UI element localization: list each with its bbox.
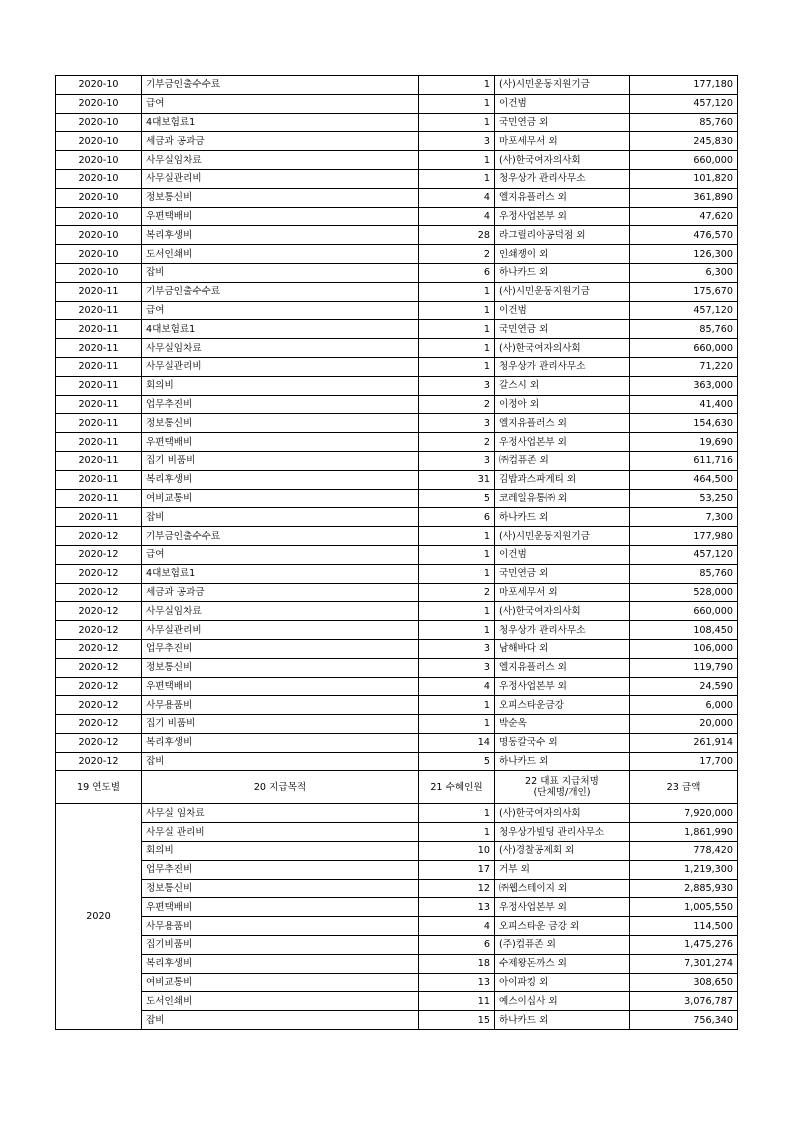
amount-cell: 85,760: [630, 564, 738, 583]
payee-cell: 국민연금 외: [495, 564, 630, 583]
count-cell: 3: [419, 414, 495, 433]
header-amount: 23 금액: [630, 771, 738, 804]
purpose-cell: 사무실관리비: [142, 357, 419, 376]
table-row: [56, 733, 738, 752]
month-cell: 2020-10: [56, 94, 142, 113]
purpose-cell: 집기 비품비: [142, 451, 419, 470]
purpose-cell: 회의비: [142, 376, 419, 395]
table-row: [56, 527, 738, 546]
summary-payee-cell: (사)한국여자의사회: [495, 804, 630, 823]
table-row: [56, 470, 738, 489]
summary-row: [56, 954, 738, 973]
count-cell: 1: [419, 282, 495, 301]
summary-amount-cell: 1,219,300: [630, 860, 738, 879]
count-cell: 3: [419, 639, 495, 658]
count-cell: 1: [419, 169, 495, 188]
amount-cell: 17,700: [630, 752, 738, 771]
table-row: [56, 207, 738, 226]
payee-cell: ㈜컴퓨존 외: [495, 451, 630, 470]
summary-amount-cell: 114,500: [630, 917, 738, 936]
month-cell: 2020-11: [56, 282, 142, 301]
summary-row: [56, 898, 738, 917]
amount-cell: 457,120: [630, 545, 738, 564]
purpose-cell: 사무실관리비: [142, 621, 419, 640]
purpose-cell: 잡비: [142, 752, 419, 771]
month-cell: 2020-12: [56, 564, 142, 583]
count-cell: 3: [419, 658, 495, 677]
purpose-cell: 정보통신비: [142, 658, 419, 677]
purpose-cell: 집기 비품비: [142, 715, 419, 734]
purpose-cell: 정보통신비: [142, 188, 419, 207]
summary-count-cell: 1: [419, 804, 495, 823]
count-cell: 1: [419, 602, 495, 621]
count-cell: 2: [419, 245, 495, 264]
amount-cell: 177,180: [630, 76, 738, 95]
summary-amount-cell: 3,076,787: [630, 992, 738, 1011]
count-cell: 1: [419, 151, 495, 170]
amount-cell: 7,300: [630, 508, 738, 527]
amount-cell: 6,000: [630, 696, 738, 715]
purpose-cell: 우편택배비: [142, 677, 419, 696]
purpose-cell: 잡비: [142, 263, 419, 282]
count-cell: 14: [419, 733, 495, 752]
table-row: [56, 245, 738, 264]
month-cell: 2020-11: [56, 395, 142, 414]
purpose-cell: 사무실임차료: [142, 602, 419, 621]
month-cell: 2020-10: [56, 113, 142, 132]
count-cell: 1: [419, 357, 495, 376]
amount-cell: 363,000: [630, 376, 738, 395]
month-cell: 2020-10: [56, 207, 142, 226]
count-cell: 2: [419, 395, 495, 414]
purpose-cell: 기부금인출수수료: [142, 76, 419, 95]
month-cell: 2020-12: [56, 752, 142, 771]
count-cell: 4: [419, 188, 495, 207]
amount-cell: 126,300: [630, 245, 738, 264]
count-cell: 31: [419, 470, 495, 489]
count-cell: 5: [419, 752, 495, 771]
summary-purpose-cell: 사무실 관리비: [142, 823, 419, 842]
purpose-cell: 사무용품비: [142, 696, 419, 715]
table-row: [56, 508, 738, 527]
amount-cell: 41,400: [630, 395, 738, 414]
payee-cell: (사)시민운동지원기금: [495, 527, 630, 546]
payee-cell: 이정아 외: [495, 395, 630, 414]
amount-cell: 177,980: [630, 527, 738, 546]
count-cell: 3: [419, 451, 495, 470]
amount-cell: 464,500: [630, 470, 738, 489]
amount-cell: 71,220: [630, 357, 738, 376]
purpose-cell: 사무실임차료: [142, 339, 419, 358]
month-cell: 2020-11: [56, 470, 142, 489]
table-row: [56, 320, 738, 339]
count-cell: 1: [419, 621, 495, 640]
summary-count-cell: 17: [419, 860, 495, 879]
payee-cell: 마포세무서 외: [495, 583, 630, 602]
table-row: [56, 226, 738, 245]
table-row: [56, 621, 738, 640]
month-cell: 2020-12: [56, 621, 142, 640]
month-cell: 2020-10: [56, 188, 142, 207]
table-row: [56, 414, 738, 433]
amount-cell: 24,590: [630, 677, 738, 696]
month-cell: 2020-12: [56, 677, 142, 696]
month-cell: 2020-11: [56, 508, 142, 527]
summary-count-cell: 13: [419, 973, 495, 992]
count-cell: 1: [419, 564, 495, 583]
count-cell: 3: [419, 376, 495, 395]
payee-cell: 갈스시 외: [495, 376, 630, 395]
amount-cell: 457,120: [630, 301, 738, 320]
summary-purpose-cell: 잡비: [142, 1011, 419, 1030]
amount-cell: 53,250: [630, 489, 738, 508]
summary-row: [56, 823, 738, 842]
table-row: [56, 357, 738, 376]
payee-cell: 라그릴리아공덕점 외: [495, 226, 630, 245]
purpose-cell: 기부금인출수수료: [142, 282, 419, 301]
purpose-cell: 우편택배비: [142, 207, 419, 226]
summary-amount-cell: 308,650: [630, 973, 738, 992]
month-cell: 2020-11: [56, 433, 142, 452]
summary-count-cell: 11: [419, 992, 495, 1011]
month-cell: 2020-10: [56, 245, 142, 264]
summary-amount-cell: 1,861,990: [630, 823, 738, 842]
payee-cell: (사)시민운동지원기금: [495, 282, 630, 301]
table-row: [56, 602, 738, 621]
purpose-cell: 사무실관리비: [142, 169, 419, 188]
summary-row: [56, 917, 738, 936]
expense-table: [55, 75, 738, 1030]
summary-amount-cell: 2,885,930: [630, 879, 738, 898]
month-cell: 2020-11: [56, 414, 142, 433]
summary-row: [56, 936, 738, 955]
summary-payee-cell: (사)경찰공제회 외: [495, 842, 630, 861]
purpose-cell: 급여: [142, 94, 419, 113]
count-cell: 1: [419, 339, 495, 358]
table-row: [56, 433, 738, 452]
amount-cell: 457,120: [630, 94, 738, 113]
table-row: [56, 677, 738, 696]
amount-cell: 660,000: [630, 339, 738, 358]
amount-cell: 361,890: [630, 188, 738, 207]
summary-count-cell: 1: [419, 823, 495, 842]
payee-cell: 하나카드 외: [495, 752, 630, 771]
summary-row: [56, 973, 738, 992]
summary-purpose-cell: 사무실 임차료: [142, 804, 419, 823]
amount-cell: 660,000: [630, 602, 738, 621]
amount-cell: 611,716: [630, 451, 738, 470]
monthly-expense-rows: [56, 76, 738, 771]
header-purpose: 20 지급목적: [142, 771, 419, 804]
month-cell: 2020-12: [56, 583, 142, 602]
count-cell: 1: [419, 301, 495, 320]
summary-purpose-cell: 도서인쇄비: [142, 992, 419, 1011]
payee-cell: 명동칼국수 외: [495, 733, 630, 752]
count-cell: 1: [419, 696, 495, 715]
payee-cell: 청우상가 관리사무소: [495, 357, 630, 376]
purpose-cell: 잡비: [142, 508, 419, 527]
count-cell: 6: [419, 263, 495, 282]
amount-cell: 20,000: [630, 715, 738, 734]
payee-cell: 엘지유플러스 외: [495, 658, 630, 677]
table-row: [56, 395, 738, 414]
payee-cell: 하나카드 외: [495, 263, 630, 282]
payee-cell: (사)시민운동지원기금: [495, 76, 630, 95]
month-cell: 2020-10: [56, 263, 142, 282]
summary-purpose-cell: 업무추진비: [142, 860, 419, 879]
header-count: 21 수혜인원: [419, 771, 495, 804]
table-row: [56, 169, 738, 188]
payee-cell: 남해바다 외: [495, 639, 630, 658]
summary-count-cell: 6: [419, 936, 495, 955]
purpose-cell: 복리후생비: [142, 470, 419, 489]
payee-cell: (사)한국여자의사회: [495, 151, 630, 170]
count-cell: 2: [419, 583, 495, 602]
count-cell: 1: [419, 76, 495, 95]
header-year: 19 연도별: [56, 771, 142, 804]
month-cell: 2020-11: [56, 320, 142, 339]
purpose-cell: 도서인쇄비: [142, 245, 419, 264]
amount-cell: 101,820: [630, 169, 738, 188]
purpose-cell: 4대보험료1: [142, 113, 419, 132]
month-cell: 2020-12: [56, 658, 142, 677]
amount-cell: 660,000: [630, 151, 738, 170]
summary-payee-cell: ㈜웹스테이지 외: [495, 879, 630, 898]
summary-amount-cell: 778,420: [630, 842, 738, 861]
purpose-cell: 4대보험료1: [142, 564, 419, 583]
payee-cell: 이건범: [495, 301, 630, 320]
summary-count-cell: 10: [419, 842, 495, 861]
summary-amount-cell: 7,920,000: [630, 804, 738, 823]
month-cell: 2020-12: [56, 639, 142, 658]
month-cell: 2020-12: [56, 715, 142, 734]
amount-cell: 154,630: [630, 414, 738, 433]
summary-count-cell: 18: [419, 954, 495, 973]
header-payee: [495, 771, 630, 804]
summary-purpose-cell: 여비교통비: [142, 973, 419, 992]
summary-payee-cell: 우정사업본부 외: [495, 898, 630, 917]
amount-cell: 476,570: [630, 226, 738, 245]
purpose-cell: 우편택배비: [142, 433, 419, 452]
payee-cell: 청우상가 관리사무소: [495, 621, 630, 640]
summary-payee-cell: 오피스타운 금강 외: [495, 917, 630, 936]
payee-cell: 하나카드 외: [495, 508, 630, 527]
purpose-cell: 업무추진비: [142, 395, 419, 414]
purpose-cell: 4대보험료1: [142, 320, 419, 339]
table-row: [56, 132, 738, 151]
table-row: [56, 113, 738, 132]
count-cell: 1: [419, 94, 495, 113]
summary-purpose-cell: 사무용품비: [142, 917, 419, 936]
amount-cell: 261,914: [630, 733, 738, 752]
header-payee-line1: 22 대표 지급처명: [525, 776, 599, 788]
table-row: [56, 696, 738, 715]
summary-amount-cell: 1,005,550: [630, 898, 738, 917]
count-cell: 1: [419, 715, 495, 734]
month-cell: 2020-11: [56, 451, 142, 470]
payee-cell: 우정사업본부 외: [495, 433, 630, 452]
table-row: [56, 76, 738, 95]
table-row: [56, 339, 738, 358]
month-cell: 2020-11: [56, 339, 142, 358]
summary-amount-cell: 1,475,276: [630, 936, 738, 955]
summary-purpose-cell: 우편택배비: [142, 898, 419, 917]
summary-row: [56, 879, 738, 898]
amount-cell: 528,000: [630, 583, 738, 602]
month-cell: 2020-11: [56, 357, 142, 376]
table-row: [56, 376, 738, 395]
table-row: [56, 658, 738, 677]
summary-purpose-cell: 회의비: [142, 842, 419, 861]
amount-cell: 108,450: [630, 621, 738, 640]
summary-payee-cell: (주)컴퓨존 외: [495, 936, 630, 955]
summary-payee-cell: 하나카드 외: [495, 1011, 630, 1030]
purpose-cell: 기부금인출수수료: [142, 527, 419, 546]
payee-cell: 우정사업본부 외: [495, 207, 630, 226]
table-row: [56, 94, 738, 113]
purpose-cell: 사무실임차료: [142, 151, 419, 170]
month-cell: 2020-11: [56, 301, 142, 320]
summary-year-cell: 2020: [56, 804, 142, 1030]
summary-row: [56, 992, 738, 1011]
count-cell: 28: [419, 226, 495, 245]
payee-cell: 우정사업본부 외: [495, 677, 630, 696]
count-cell: 4: [419, 677, 495, 696]
month-cell: 2020-10: [56, 132, 142, 151]
summary-amount-cell: 756,340: [630, 1011, 738, 1030]
month-cell: 2020-12: [56, 602, 142, 621]
summary-payee-cell: 거부 외: [495, 860, 630, 879]
payee-cell: 코레일유통㈜ 외: [495, 489, 630, 508]
table-row: [56, 188, 738, 207]
amount-cell: 85,760: [630, 113, 738, 132]
table-row: [56, 489, 738, 508]
payee-cell: 오피스타운금강: [495, 696, 630, 715]
month-cell: 2020-12: [56, 733, 142, 752]
table-row: [56, 263, 738, 282]
month-cell: 2020-10: [56, 226, 142, 245]
summary-count-cell: 13: [419, 898, 495, 917]
table-row: [56, 545, 738, 564]
purpose-cell: 급여: [142, 301, 419, 320]
payee-cell: 국민연금 외: [495, 113, 630, 132]
payee-cell: 엘지유플러스 외: [495, 414, 630, 433]
payee-cell: (사)한국여자의사회: [495, 602, 630, 621]
purpose-cell: 세금과 공과금: [142, 132, 419, 151]
summary-payee-cell: 예스이십사 외: [495, 992, 630, 1011]
count-cell: 6: [419, 508, 495, 527]
header-payee-line2: (단체명/개인): [533, 787, 591, 799]
purpose-cell: 급여: [142, 545, 419, 564]
summary-count-cell: 4: [419, 917, 495, 936]
month-cell: 2020-11: [56, 489, 142, 508]
amount-cell: 19,690: [630, 433, 738, 452]
month-cell: 2020-11: [56, 376, 142, 395]
summary-payee-cell: 아이파킹 외: [495, 973, 630, 992]
payee-cell: 박순옥: [495, 715, 630, 734]
month-cell: 2020-10: [56, 151, 142, 170]
payee-cell: 엘지유플러스 외: [495, 188, 630, 207]
purpose-cell: 여비교통비: [142, 489, 419, 508]
table-row: [56, 715, 738, 734]
amount-cell: 85,760: [630, 320, 738, 339]
month-cell: 2020-10: [56, 169, 142, 188]
summary-payee-cell: 수제왕돈까스 외: [495, 954, 630, 973]
summary-payee-cell: 청우상가빌딩 관리사무소: [495, 823, 630, 842]
amount-cell: 6,300: [630, 263, 738, 282]
table-row: [56, 752, 738, 771]
amount-cell: 47,620: [630, 207, 738, 226]
payee-cell: 김밥과스파게티 외: [495, 470, 630, 489]
payee-cell: 이건범: [495, 545, 630, 564]
table-row: [56, 301, 738, 320]
table-row: [56, 282, 738, 301]
summary-rows: [56, 804, 738, 1030]
month-cell: 2020-10: [56, 76, 142, 95]
payee-cell: 이건범: [495, 94, 630, 113]
count-cell: 1: [419, 527, 495, 546]
count-cell: 2: [419, 433, 495, 452]
summary-amount-cell: 7,301,274: [630, 954, 738, 973]
payee-cell: 인쇄쟁이 외: [495, 245, 630, 264]
payee-cell: (사)한국여자의사회: [495, 339, 630, 358]
summary-row: [56, 860, 738, 879]
count-cell: 1: [419, 113, 495, 132]
count-cell: 5: [419, 489, 495, 508]
summary-count-cell: 15: [419, 1011, 495, 1030]
purpose-cell: 복리후생비: [142, 733, 419, 752]
purpose-cell: 복리후생비: [142, 226, 419, 245]
count-cell: 3: [419, 132, 495, 151]
purpose-cell: 업무추진비: [142, 639, 419, 658]
table-row: [56, 151, 738, 170]
amount-cell: 245,830: [630, 132, 738, 151]
month-cell: 2020-12: [56, 527, 142, 546]
summary-header-row: [56, 771, 738, 804]
summary-purpose-cell: 정보통신비: [142, 879, 419, 898]
summary-purpose-cell: 복리후생비: [142, 954, 419, 973]
count-cell: 4: [419, 207, 495, 226]
purpose-cell: 세금과 공과금: [142, 583, 419, 602]
summary-section: [56, 771, 738, 804]
amount-cell: 175,670: [630, 282, 738, 301]
table-row: [56, 639, 738, 658]
month-cell: 2020-12: [56, 545, 142, 564]
table-row: [56, 451, 738, 470]
month-cell: 2020-12: [56, 696, 142, 715]
summary-row: [56, 842, 738, 861]
amount-cell: 119,790: [630, 658, 738, 677]
summary-count-cell: 12: [419, 879, 495, 898]
payee-cell: 청우상가 관리사무소: [495, 169, 630, 188]
count-cell: 1: [419, 545, 495, 564]
count-cell: 1: [419, 320, 495, 339]
amount-cell: 106,000: [630, 639, 738, 658]
payee-cell: 마포세무서 외: [495, 132, 630, 151]
summary-row: [56, 1011, 738, 1030]
summary-row: [56, 804, 738, 823]
payee-cell: 국민연금 외: [495, 320, 630, 339]
table-row: [56, 564, 738, 583]
table-row: [56, 583, 738, 602]
summary-purpose-cell: 집기비품비: [142, 936, 419, 955]
purpose-cell: 정보통신비: [142, 414, 419, 433]
